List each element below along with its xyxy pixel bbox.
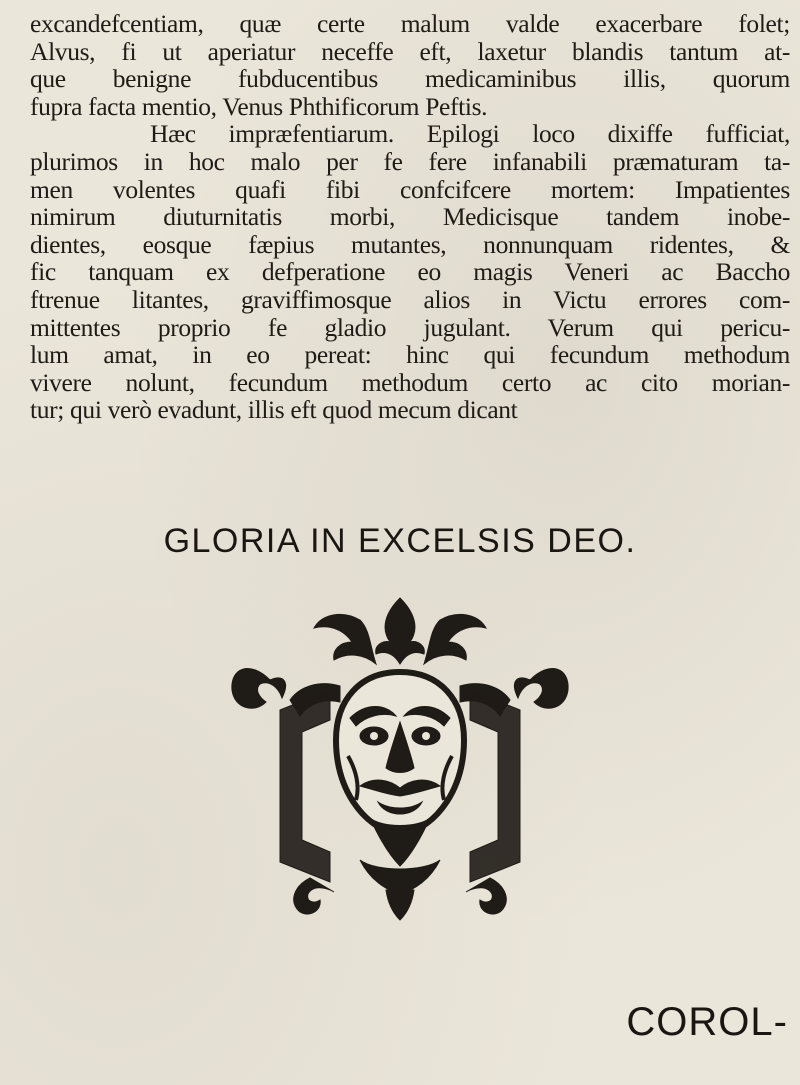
text-line: fic tanquam ex defperatione eo magis Veneri ac Baccho [30,257,790,287]
colophon-heading: GLORIA IN EXCELSIS DEO. [163,522,637,560]
text-line: dientes, eosque fæpius mutantes, nonnunquam ridentes, & [30,229,790,259]
text-line: excandefcentiam, quæ certe malum valde exacerbare folet; [30,9,790,38]
catchword: COROL- [626,1000,788,1044]
text-line: plurimos in hoc malo per fe fere infanabili præmaturam ta- [30,146,790,176]
text-line: mittentes proprio fe gladio jugulant. Verum qui pericu- [30,312,790,342]
text-line: lum amat, in eo pereat: hinc qui fecundum methodum [30,340,790,370]
body-text [30,10,790,424]
text-line: fupra facta mentio, Venus Phthificorum Peftis. [30,91,488,121]
text-line: nimirum diuturnitatis morbi, Medicisque tandem inobe- [30,202,790,232]
text-line: ftrenue litantes, graviffimosque alios in Victu errores com- [30,284,790,314]
text-line: vivere nolunt, fecundum methodum certo ac cito morian- [30,367,790,397]
text-line: que benigne fubducentibus medicaminibus illis, quorum [30,64,790,94]
text-line: Hæc impræfentiarum. Epilogi loco dixiffe fufficiat, [150,119,790,149]
text-line: men volentes quafi fibi confcifcere mortem: Impatientes [30,174,790,204]
text-line: Alvus, fi ut aperiatur neceffe eft, laxetur blandis tantum at- [30,36,790,66]
grotesque-mask-icon [210,590,590,925]
text-line: tur; qui verò evadunt, illis eft quod mecum dicant [30,395,518,425]
